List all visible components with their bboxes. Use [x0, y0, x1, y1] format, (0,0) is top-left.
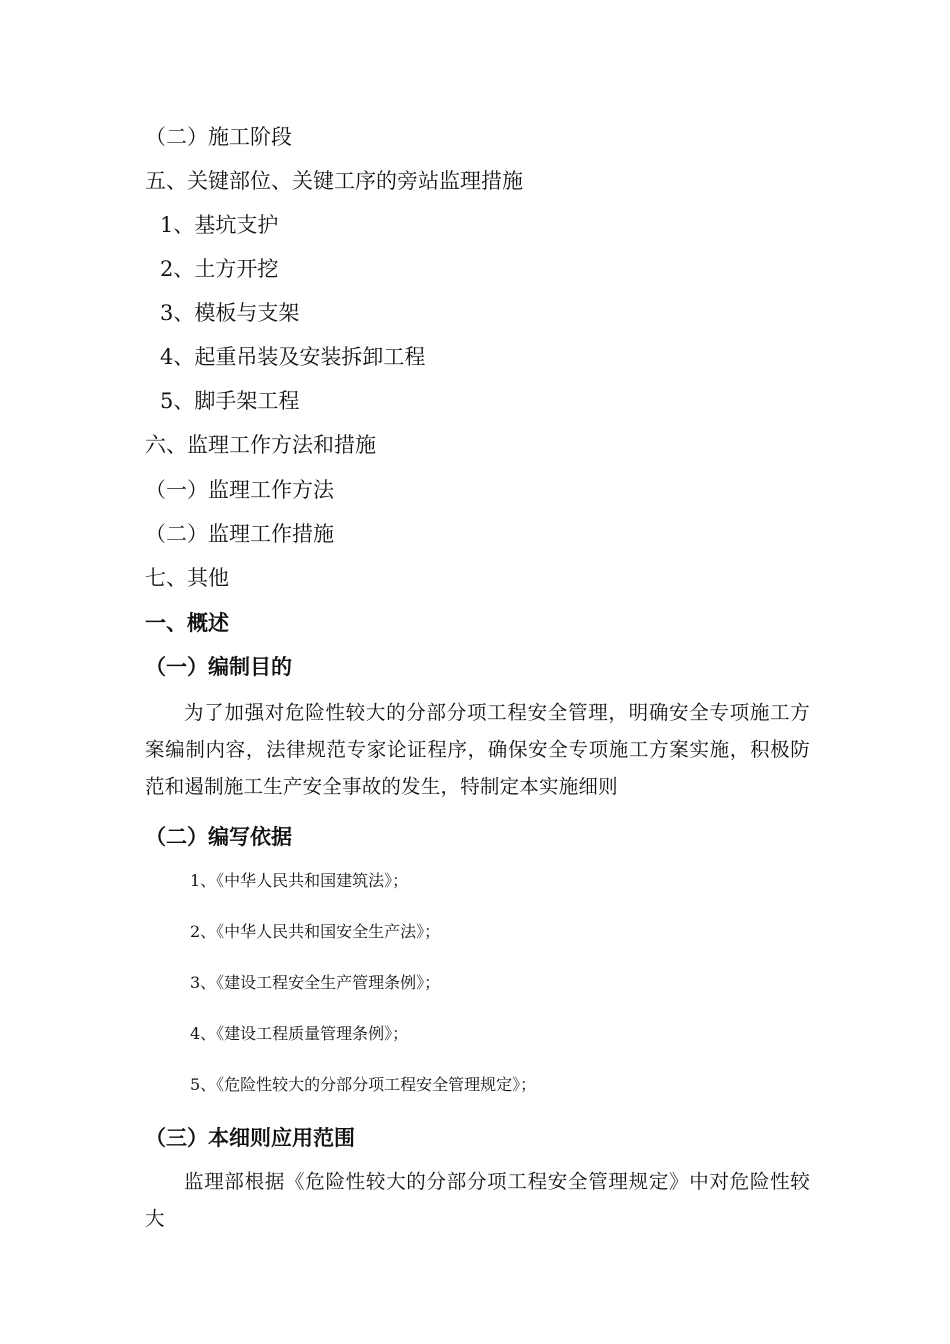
body-paragraph: [145, 1163, 810, 1237]
body-paragraph: [145, 694, 810, 809]
toc-line: 5、脚手架工程: [160, 389, 300, 413]
paragraph-text: 为了加强对危险性较大的分部分项工程安全管理，明确安全专项施工方案编制内容，法律规范专家论证程序，确保安全专项施工方案实施，积极防范和遏制施工生产安全事故的发生，特制定本实施细则: [145, 701, 810, 798]
list-item: 3、《建设工程安全生产管理条例》；: [190, 973, 441, 992]
list-item: 2、《中华人民共和国安全生产法》；: [190, 922, 441, 941]
subsection-heading: （一）编制目的: [145, 655, 292, 679]
subsection-heading: （三）本细则应用范围: [145, 1126, 355, 1150]
toc-line: （二）施工阶段: [145, 125, 292, 149]
toc-line: （一）监理工作方法: [145, 478, 334, 502]
toc-line: 1、基坑支护: [160, 213, 279, 237]
toc-line: 七、其他: [145, 566, 229, 590]
toc-line: 2、土方开挖: [160, 257, 279, 281]
list-item: 4、《建设工程质量管理条例》；: [190, 1024, 409, 1043]
section-heading: 一、概述: [145, 611, 229, 635]
subsection-heading: （二）编写依据: [145, 825, 292, 849]
toc-line: （二）监理工作措施: [145, 522, 334, 546]
paragraph-text: 监理部根据《危险性较大的分部分项工程安全管理规定》中对危险性较大: [145, 1170, 810, 1230]
list-item: 5、《危险性较大的分部分项工程安全管理规定》；: [190, 1075, 537, 1094]
toc-line: 五、关键部位、关键工序的旁站监理措施: [145, 169, 523, 193]
toc-line: 4、起重吊装及安装拆卸工程: [160, 345, 426, 369]
toc-line: 六、监理工作方法和措施: [145, 433, 376, 457]
list-item: 1、《中华人民共和国建筑法》；: [190, 871, 409, 890]
faint-trailing-text: ......: [617, 785, 639, 796]
toc-line: 3、模板与支架: [160, 301, 300, 325]
